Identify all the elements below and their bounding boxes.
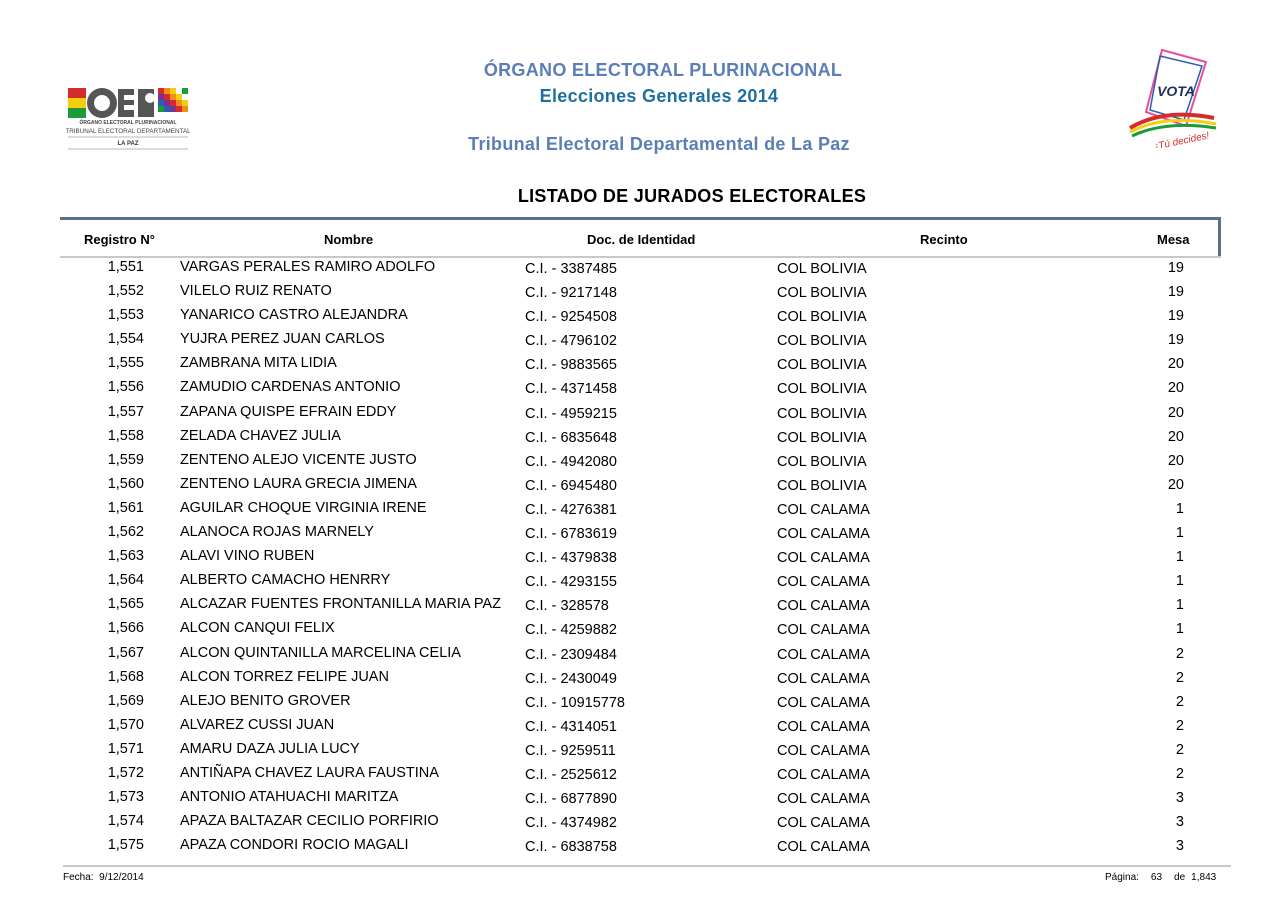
registro-cell: 1,571 xyxy=(107,740,144,757)
registro-cell: 1,568 xyxy=(107,668,144,685)
table-row xyxy=(0,258,1280,282)
doc-cell: C.I. - 4379838 xyxy=(525,550,617,567)
doc-cell: C.I. - 6783619 xyxy=(525,526,617,543)
table-row xyxy=(0,619,1280,643)
mesa-cell: 2 xyxy=(1175,645,1184,662)
mesa-cell: 1 xyxy=(1175,549,1184,566)
nombre-cell: ALANOCA ROJAS MARNELY xyxy=(180,524,374,541)
registro-cell: 1,553 xyxy=(107,307,144,324)
fecha-value: 9/12/2014 xyxy=(99,872,144,883)
org-title: ÓRGANO ELECTORAL PLURINACIONAL xyxy=(483,60,843,80)
doc-cell: C.I. - 9254508 xyxy=(525,309,617,326)
nombre-cell: VARGAS PERALES RAMIRO ADOLFO xyxy=(180,259,436,275)
registro-cell: 1,575 xyxy=(107,837,144,854)
table-row xyxy=(0,378,1280,402)
registro-cell: 1,563 xyxy=(107,548,144,565)
doc-cell: C.I. - 2525612 xyxy=(525,766,617,783)
doc-cell: C.I. - 6835648 xyxy=(525,429,617,446)
svg-text:VOTA: VOTA xyxy=(1157,83,1195,99)
recinto-cell: COL BOLIVIA xyxy=(777,357,867,374)
recinto-cell: COL CALAMA xyxy=(777,718,870,735)
registro-cell: 1,557 xyxy=(107,403,144,420)
table-row xyxy=(0,427,1280,451)
svg-text:ÓRGANO ELECTORAL PLURINACIONAL: ÓRGANO ELECTORAL PLURINACIONAL xyxy=(79,120,177,126)
registro-cell: 1,564 xyxy=(107,572,144,589)
registro-cell: 1,559 xyxy=(107,451,144,468)
nombre-cell: ALCAZAR FUENTES FRONTANILLA MARIA PAZ xyxy=(180,596,501,613)
registro-cell: 1,552 xyxy=(107,283,144,300)
recinto-cell: COL CALAMA xyxy=(777,574,870,591)
table-row xyxy=(0,740,1280,764)
registro-cell: 1,562 xyxy=(107,524,144,541)
footer-date xyxy=(63,872,144,883)
doc-cell: C.I. - 328578 xyxy=(525,598,609,615)
registro-cell: 1,565 xyxy=(107,596,144,613)
table-row xyxy=(0,788,1280,812)
nombre-cell: AGUILAR CHOQUE VIRGINIA IRENE xyxy=(180,499,427,516)
recinto-cell: COL BOLIVIA xyxy=(777,381,867,398)
doc-cell: C.I. - 4314051 xyxy=(525,718,617,735)
table-row xyxy=(0,692,1280,716)
table-row xyxy=(0,306,1280,330)
registro-cell: 1,555 xyxy=(107,355,144,372)
mesa-cell: 3 xyxy=(1175,838,1184,855)
recinto-cell: COL CALAMA xyxy=(777,815,870,832)
recinto-cell: COL CALAMA xyxy=(777,839,870,856)
table-row xyxy=(0,764,1280,788)
doc-cell: C.I. - 9217148 xyxy=(525,285,617,302)
col-nombre: Nombre xyxy=(324,232,374,247)
table-row xyxy=(0,475,1280,499)
registro-cell: 1,573 xyxy=(107,789,144,806)
recinto-cell: COL CALAMA xyxy=(777,791,870,808)
recinto-cell: COL CALAMA xyxy=(777,670,870,687)
registro-cell: 1,551 xyxy=(107,259,144,275)
recinto-cell: COL CALAMA xyxy=(777,550,870,567)
mesa-cell: 1 xyxy=(1175,573,1184,590)
table-row xyxy=(0,330,1280,354)
nombre-cell: AMARU DAZA JULIA LUCY xyxy=(180,740,360,757)
col-recinto: Recinto xyxy=(920,232,968,247)
mesa-cell: 2 xyxy=(1175,717,1184,734)
recinto-cell: COL CALAMA xyxy=(777,622,870,639)
col-registro: Registro N° xyxy=(84,232,155,247)
recinto-cell: COL CALAMA xyxy=(777,646,870,663)
registro-cell: 1,570 xyxy=(107,716,144,733)
mesa-cell: 2 xyxy=(1175,669,1184,686)
nombre-cell: ALEJO BENITO GROVER xyxy=(180,692,351,709)
footer-divider xyxy=(63,865,1231,867)
doc-cell: C.I. - 6838758 xyxy=(525,839,617,856)
election-title: Elecciones Generales 2014 xyxy=(539,86,779,106)
table-header xyxy=(60,217,1221,256)
table-row xyxy=(0,354,1280,378)
mesa-cell: 20 xyxy=(1167,452,1184,469)
doc-cell: C.I. - 6945480 xyxy=(525,477,617,494)
nombre-cell: ZAMUDIO CARDENAS ANTONIO xyxy=(180,379,401,396)
mesa-cell: 1 xyxy=(1175,621,1184,638)
doc-cell: C.I. - 6877890 xyxy=(525,791,617,808)
col-mesa: Mesa xyxy=(1157,232,1190,247)
doc-cell: C.I. - 3387485 xyxy=(525,261,617,277)
recinto-cell: COL CALAMA xyxy=(777,598,870,615)
recinto-cell: COL CALAMA xyxy=(777,694,870,711)
doc-cell: C.I. - 4374982 xyxy=(525,815,617,832)
mesa-cell: 2 xyxy=(1175,765,1184,782)
doc-cell: C.I. - 2309484 xyxy=(525,646,617,663)
doc-cell: C.I. - 4293155 xyxy=(525,574,617,591)
svg-text:TRIBUNAL ELECTORAL DEPARTAMENT: TRIBUNAL ELECTORAL DEPARTAMENTAL xyxy=(66,128,190,135)
table-row xyxy=(0,523,1280,547)
doc-cell: C.I. - 4796102 xyxy=(525,333,617,350)
fecha-label: Fecha: xyxy=(63,872,94,883)
mesa-cell: 20 xyxy=(1167,356,1184,373)
mesa-cell: 3 xyxy=(1175,790,1184,807)
mesa-cell: 2 xyxy=(1175,693,1184,710)
de-label: de xyxy=(1174,872,1186,883)
mesa-cell: 2 xyxy=(1175,741,1184,758)
registro-cell: 1,567 xyxy=(107,644,144,661)
nombre-cell: ZAPANA QUISPE EFRAIN EDDY xyxy=(180,403,397,420)
nombre-cell: APAZA CONDORI ROCIO MAGALI xyxy=(180,837,409,854)
recinto-cell: COL BOLIVIA xyxy=(777,261,867,277)
mesa-cell: 19 xyxy=(1167,284,1184,301)
recinto-cell: COL CALAMA xyxy=(777,766,870,783)
nombre-cell: VILELO RUIZ RENATO xyxy=(180,283,332,300)
registro-cell: 1,569 xyxy=(107,692,144,709)
pagina-label: Página: xyxy=(1105,872,1139,883)
table-row xyxy=(0,499,1280,523)
doc-cell: C.I. - 4259882 xyxy=(525,622,617,639)
mesa-cell: 1 xyxy=(1175,597,1184,614)
table-row xyxy=(0,716,1280,740)
nombre-cell: YUJRA PEREZ JUAN CARLOS xyxy=(180,331,385,348)
mesa-cell: 19 xyxy=(1167,260,1184,276)
svg-text:LA PAZ: LA PAZ xyxy=(117,141,139,147)
nombre-cell: ALCON CANQUI FELIX xyxy=(180,620,335,637)
registro-cell: 1,566 xyxy=(107,620,144,637)
registro-cell: 1,556 xyxy=(107,379,144,396)
recinto-cell: COL CALAMA xyxy=(777,501,870,518)
svg-text:¡Tú decides!: ¡Tú decides! xyxy=(1154,130,1211,148)
department-title: Tribunal Electoral Departamental de La Paz xyxy=(468,134,850,154)
table-row xyxy=(0,282,1280,306)
registro-cell: 1,560 xyxy=(107,475,144,492)
recinto-cell: COL BOLIVIA xyxy=(777,453,867,470)
nombre-cell: ZAMBRANA MITA LIDIA xyxy=(180,355,337,372)
recinto-cell: COL BOLIVIA xyxy=(777,309,867,326)
list-title: LISTADO DE JURADOS ELECTORALES xyxy=(517,186,867,206)
nombre-cell: ALCON QUINTANILLA MARCELINA CELIA xyxy=(180,644,461,661)
nombre-cell: ANTONIO ATAHUACHI MARITZA xyxy=(180,789,399,806)
recinto-cell: COL BOLIVIA xyxy=(777,429,867,446)
table-row xyxy=(0,668,1280,692)
recinto-cell: COL BOLIVIA xyxy=(777,477,867,494)
doc-cell: C.I. - 9883565 xyxy=(525,357,617,374)
table-row xyxy=(0,451,1280,475)
registro-cell: 1,558 xyxy=(107,427,144,444)
recinto-cell: COL BOLIVIA xyxy=(777,405,867,422)
doc-cell: C.I. - 2430049 xyxy=(525,670,617,687)
nombre-cell: ZELADA CHAVEZ JULIA xyxy=(180,427,341,444)
recinto-cell: COL BOLIVIA xyxy=(777,333,867,350)
nombre-cell: ALAVI VINO RUBEN xyxy=(180,548,315,565)
nombre-cell: ALVAREZ CUSSI JUAN xyxy=(180,716,335,733)
registro-cell: 1,572 xyxy=(107,764,144,781)
nombre-cell: ANTIÑAPA CHAVEZ LAURA FAUSTINA xyxy=(180,764,439,781)
table-row xyxy=(0,812,1280,836)
col-doc: Doc. de Identidad xyxy=(587,232,696,247)
table-row xyxy=(0,595,1280,619)
doc-cell: C.I. - 4942080 xyxy=(525,453,617,470)
mesa-cell: 1 xyxy=(1175,525,1184,542)
registro-cell: 1,561 xyxy=(107,499,144,516)
mesa-cell: 20 xyxy=(1167,428,1184,445)
mesa-cell: 20 xyxy=(1167,404,1184,421)
doc-cell: C.I. - 4276381 xyxy=(525,501,617,518)
mesa-cell: 20 xyxy=(1167,476,1184,493)
pagina-total: 1,843 xyxy=(1191,872,1217,883)
recinto-cell: COL BOLIVIA xyxy=(777,285,867,302)
recinto-cell: COL CALAMA xyxy=(777,742,870,759)
table-row xyxy=(0,547,1280,571)
doc-cell: C.I. - 4371458 xyxy=(525,381,617,398)
mesa-cell: 20 xyxy=(1167,380,1184,397)
nombre-cell: YANARICO CASTRO ALEJANDRA xyxy=(180,307,408,324)
table-row xyxy=(0,836,1280,860)
footer-page xyxy=(1105,872,1220,883)
mesa-cell: 3 xyxy=(1175,814,1184,831)
table-body xyxy=(0,258,1280,860)
registro-cell: 1,574 xyxy=(107,813,144,830)
mesa-cell: 1 xyxy=(1175,500,1184,517)
recinto-cell: COL CALAMA xyxy=(777,526,870,543)
nombre-cell: ALBERTO CAMACHO HENRRY xyxy=(180,572,391,589)
mesa-cell: 19 xyxy=(1167,332,1184,349)
registro-cell: 1,554 xyxy=(107,331,144,348)
pagina-value: 63 xyxy=(1150,872,1163,883)
nombre-cell: APAZA BALTAZAR CECILIO PORFIRIO xyxy=(180,813,439,830)
nombre-cell: ALCON TORREZ FELIPE JUAN xyxy=(180,668,389,685)
table-row xyxy=(0,644,1280,668)
doc-cell: C.I. - 4959215 xyxy=(525,405,617,422)
mesa-cell: 19 xyxy=(1167,308,1184,325)
table-row xyxy=(0,571,1280,595)
nombre-cell: ZENTENO ALEJO VICENTE JUSTO xyxy=(180,451,417,468)
doc-cell: C.I. - 10915778 xyxy=(525,694,625,711)
doc-cell: C.I. - 9259511 xyxy=(525,742,616,759)
table-row xyxy=(0,403,1280,427)
nombre-cell: ZENTENO LAURA GRECIA JIMENA xyxy=(180,475,417,492)
